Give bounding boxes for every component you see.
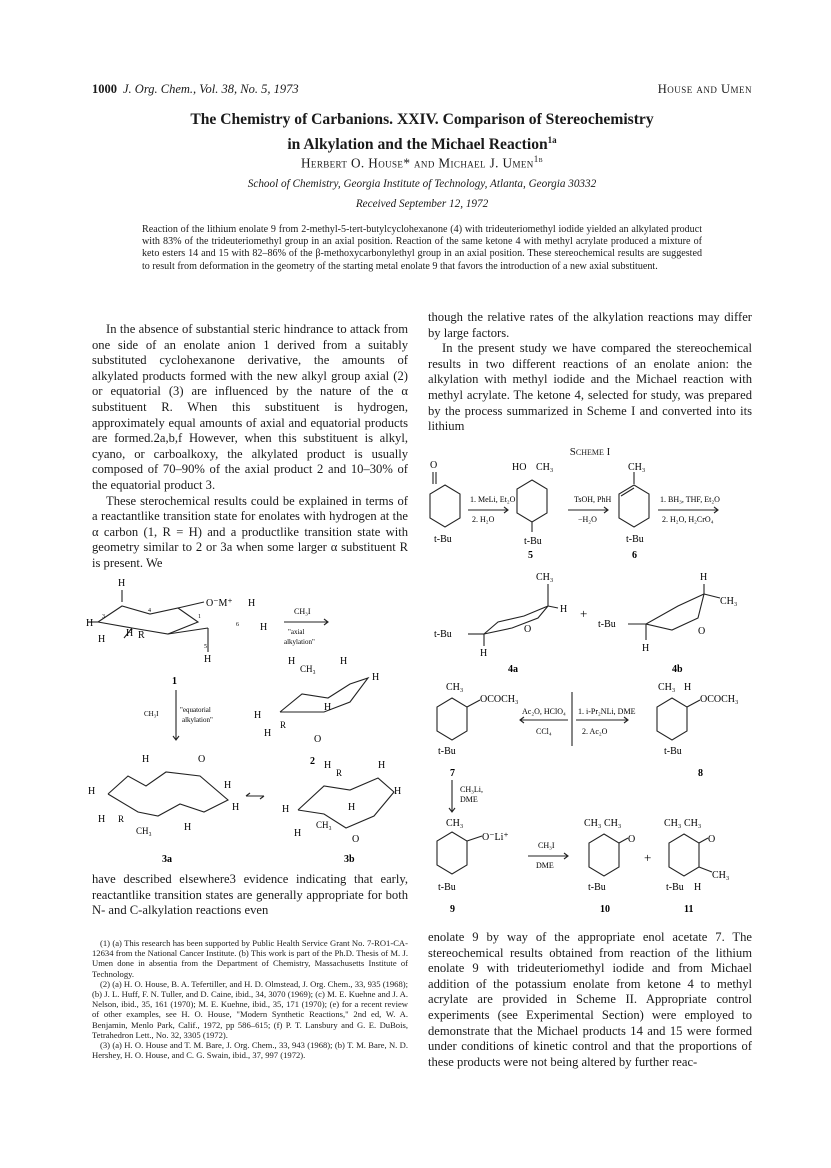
reagent-label: Ac₂O, HClO₄ — [522, 707, 566, 716]
paragraph: enolate 9 by way of the appropriate enol acetate 7. The stereochemical results obtained from reaction of the lithium enolate 9 with trideuteriomethyl iodide and from Michael addition of the potassium enolate from ketone 4 to methyl acrylate are provided in Scheme II. Appropriate control experiments (see Experimental Section) were employed to demonstrate that the Michael products 14 and 15 were formed under conditions of kinetic control and that the proportions of these products were not being altered by further reac- — [428, 930, 752, 1069]
reagent-label: 1. i-Pr₂NLi, DME — [578, 707, 636, 716]
svg-text:CH₃: CH₃ — [720, 596, 738, 607]
running-header — [92, 82, 752, 97]
compound-4b — [598, 572, 737, 675]
compound-4a — [434, 572, 567, 675]
svg-text:O: O — [430, 460, 438, 471]
svg-text:H: H — [348, 802, 356, 813]
svg-text:H: H — [260, 622, 268, 633]
compound-10 — [584, 818, 635, 915]
paragraph: In the present study we have compared the stereochemical results in two different reactions of an enolate anion: the alkylation with methyl iodide and the Michael reaction with methyl acrylate. The ketone 4, selected for study, was prepared by the process summarized in Scheme I and converted into its lithium — [428, 341, 752, 434]
svg-text:t-Bu: t-Bu — [588, 882, 606, 893]
svg-text:t-Bu: t-Bu — [434, 629, 452, 640]
svg-text:t-Bu: t-Bu — [438, 746, 456, 757]
svg-text:6: 6 — [632, 550, 637, 561]
svg-text:H: H — [184, 822, 192, 833]
svg-text:H: H — [294, 828, 302, 839]
svg-text:O: O — [524, 624, 532, 635]
svg-text:CH₃: CH₃ — [628, 462, 646, 473]
svg-text:HO: HO — [512, 462, 527, 473]
svg-text:H: H — [254, 710, 262, 721]
svg-text:H: H — [264, 728, 272, 739]
page-number: 1000 J. Org. Chem., Vol. 38, No. 5, 1973 — [92, 82, 299, 96]
compound-5 — [512, 462, 553, 561]
reagent-label: 2. H₂O, H₂CrO₄ — [662, 515, 714, 524]
reagent-label: CH₃I — [144, 710, 159, 718]
svg-text:t-Bu: t-Bu — [598, 619, 616, 630]
author-footnote-marker: 1b — [533, 154, 543, 164]
reagent-label: DME — [536, 861, 554, 870]
svg-text:3b: 3b — [344, 854, 355, 865]
svg-text:t-Bu: t-Bu — [666, 882, 684, 893]
svg-text:H: H — [86, 618, 94, 629]
svg-text:6: 6 — [236, 622, 239, 628]
scheme-diagram — [428, 458, 752, 920]
svg-text:H: H — [88, 786, 96, 797]
paragraph: In the absence of substantial steric hindrance to attack from one side of an enolate anion 1 derived from a suitably substituted cyclohexanone derivative, the amounts of alkylated products formed with the new alkyl group axial (2) or equatorial (3) are influenced by the nature of the α substituent R. When this substituent is hydrogen, approximately equal amounts of axial and equatorial products are formed.2a,b,f However, when this substituent is alkyl, cyano, or carboalkoxy, the alkylated product is usually composed of 70–90% of the axial product 2 and 10–30% of the equatorial product 3. — [92, 322, 408, 492]
reagent-label: CH₃I — [294, 607, 311, 616]
svg-text:H: H — [98, 814, 106, 825]
svg-text:2: 2 — [310, 756, 315, 767]
svg-text:CH₃: CH₃ — [536, 462, 554, 473]
svg-text:H: H — [694, 882, 702, 893]
plus-sign: + — [644, 850, 652, 865]
article-title — [92, 110, 752, 155]
svg-text:H: H — [642, 643, 650, 654]
ketone-start — [430, 460, 460, 545]
svg-text:1: 1 — [198, 614, 201, 620]
svg-text:H: H — [560, 604, 568, 615]
svg-text:9: 9 — [450, 904, 455, 915]
reagent-label: 1. MeLi, Et₂O — [470, 495, 516, 504]
svg-text:O⁻M⁺: O⁻M⁺ — [206, 598, 233, 609]
svg-text:t-Bu: t-Bu — [664, 746, 682, 757]
svg-text:4a: 4a — [508, 664, 518, 675]
reagent-label: CH₃Li, — [460, 785, 484, 794]
paragraph: have described elsewhere3 evidence indicating that early, reactantlike transition states are generally appropriate for both N- and C-alkylation reactions even — [92, 872, 408, 918]
reagent-label: 2. Ac₂O — [582, 727, 608, 736]
equilibrium-arrows — [246, 793, 264, 799]
right-column-top — [428, 310, 752, 435]
reagent-label: −H₂O — [578, 515, 597, 524]
product-3b — [282, 760, 401, 865]
scheme-label: Scheme I — [569, 446, 611, 458]
svg-text:H: H — [372, 672, 380, 683]
svg-text:OCOCH₃: OCOCH₃ — [480, 694, 519, 705]
svg-text:H: H — [224, 780, 232, 791]
svg-text:H: H — [324, 702, 332, 713]
svg-text:H: H — [684, 682, 692, 693]
compound-8 — [657, 682, 739, 779]
svg-text:8: 8 — [698, 768, 703, 779]
title-line-2: in Alkylation and the Michael Reaction$^{1a}$ — [287, 135, 557, 154]
reagent-label: 2. H₂O — [472, 515, 495, 524]
right-column-bottom — [428, 930, 752, 1070]
svg-text:10: 10 — [600, 904, 610, 915]
svg-text:H: H — [282, 804, 290, 815]
svg-text:H: H — [142, 754, 150, 765]
footnote: (1) (a) This research has been supported by Public Health Service Grant No. 7-RO1-CA-12634 from the National Cancer Institute. (b) This work is part of the Ph.D. Thesis of M. J. Umen done in absentia from the Department of Chemistry, Massachusetts Institute of Technology. — [92, 938, 408, 979]
svg-text:4: 4 — [148, 608, 151, 614]
reagent-label: "axial — [288, 628, 305, 636]
svg-text:O: O — [708, 834, 716, 845]
reagent-label: DME — [460, 795, 478, 804]
svg-text:H: H — [126, 628, 134, 639]
svg-text:H: H — [248, 598, 256, 609]
svg-text:H: H — [232, 802, 240, 813]
svg-text:O: O — [628, 834, 636, 845]
title-footnote-marker: 1a — [547, 135, 557, 145]
product-3a — [88, 754, 239, 865]
svg-text:7: 7 — [450, 768, 455, 779]
svg-text:11: 11 — [684, 904, 694, 915]
svg-text:t-Bu: t-Bu — [434, 534, 452, 545]
reagent-label: CH₃I — [538, 841, 555, 850]
svg-text:H: H — [204, 654, 212, 665]
svg-text:H: H — [394, 786, 402, 797]
svg-text:CH₃: CH₃ — [446, 818, 464, 829]
paragraph: though the relative rates of the alkylation reactions may differ by large factors. — [428, 310, 752, 340]
svg-text:CH₃: CH₃ — [316, 820, 332, 830]
left-column-bottom — [92, 872, 408, 919]
svg-text:R: R — [280, 720, 287, 730]
svg-text:t-Bu: t-Bu — [524, 536, 542, 547]
left-column-top — [92, 322, 408, 572]
plus-sign: + — [580, 606, 588, 621]
paragraph: These sterochemical results could be explained in terms of a reactantlike transition state for enolates with hydrogen at the α carbon (1, R = H) and a productlike transition state with geometry similar to 2 or 3a when some larger α substituent R is present. We — [92, 493, 408, 570]
svg-text:O: O — [352, 834, 360, 845]
svg-text:CH₃: CH₃ — [584, 818, 602, 829]
svg-text:O⁻Li⁺: O⁻Li⁺ — [482, 832, 509, 843]
svg-text:O: O — [198, 754, 206, 765]
compound-7 — [437, 682, 519, 779]
svg-text:3: 3 — [102, 614, 105, 620]
title-line-1: The Chemistry of Carbanions. XXIV. Comparison of Stereochemistry — [190, 111, 654, 128]
svg-text:1: 1 — [172, 676, 177, 687]
svg-text:H: H — [324, 760, 332, 771]
svg-text:O: O — [314, 734, 322, 745]
svg-text:CH₃: CH₃ — [300, 664, 316, 674]
svg-text:CH₃: CH₃ — [136, 826, 152, 836]
svg-text:H: H — [118, 578, 126, 589]
svg-text:4b: 4b — [672, 664, 683, 675]
received-date: Received September 12, 1972 — [355, 198, 489, 210]
compound-9 — [437, 818, 509, 915]
svg-text:CH₃: CH₃ — [604, 818, 622, 829]
affiliation: School of Chemistry, Georgia Institute of Technology, Atlanta, Georgia 30332 — [247, 178, 597, 190]
svg-text:CH₃: CH₃ — [536, 572, 554, 583]
footnote: (3) (a) H. O. House and T. M. Bare, J. Org. Chem., 33, 943 (1968); (b) T. M. Bare, N. D. Hershey, H. O. House, and C. G. Swain, ibid., 37, 997 (1972). — [92, 1040, 408, 1061]
footnotes — [92, 938, 408, 1060]
alkylation-figure — [88, 572, 408, 864]
reagent-label: 1. BH₃, THF, Et₂O — [660, 495, 720, 504]
svg-text:R: R — [138, 630, 145, 641]
svg-text:H: H — [340, 656, 348, 667]
svg-text:H: H — [378, 760, 386, 771]
compound-6 — [619, 462, 649, 561]
svg-text:CH₃: CH₃ — [712, 870, 730, 881]
svg-text:R: R — [336, 768, 343, 778]
svg-text:3a: 3a — [162, 854, 172, 865]
svg-text:5: 5 — [528, 550, 533, 561]
svg-text:CH₃: CH₃ — [684, 818, 702, 829]
svg-text:R: R — [118, 814, 125, 824]
svg-text:CH₃: CH₃ — [664, 818, 682, 829]
svg-text:CH₃: CH₃ — [658, 682, 676, 693]
reagent-label: alkylation" — [182, 716, 213, 724]
running-head-authors: House and Umen — [657, 82, 752, 96]
reagent-label: TsOH, PhH — [574, 495, 612, 504]
svg-text:OCOCH₃: OCOCH₃ — [700, 694, 739, 705]
svg-text:H: H — [700, 572, 708, 583]
compound-11 — [664, 818, 729, 915]
authors: Herbert O. House* and Michael J. Umen$^{1b}$ — [301, 154, 543, 171]
reagent-label: "equatorial — [180, 706, 211, 714]
enolate-1 — [86, 578, 267, 687]
reagent-label: CCl₄ — [536, 727, 552, 736]
abstract: Reaction of the lithium enolate 9 from 2-methyl-5-tert-butylcyclohexanone (4) with trideuteriomethyl iodide yielded an alkylated product with 83% of the trideuteriomethyl group in an axial position. Reaction of the same ketone 4 with methyl acrylate produced a mixture of keto esters 14 and 15 with 82–86% of the β-methoxycarbonylethyl group in an axial position. These stereochemical results are suggested to result from deformation in the geometry of the starting metal enolate 9 that favors the introduction of a new axial substituent. — [142, 224, 702, 272]
footnote: (2) (a) H. O. House, B. A. Tefertiller, and H. D. Olmstead, J. Org. Chem., 33, 935 (1968); (b) J. L. Huff, F. N. Tuller, and D. Caine, ibid., 34, 3070 (1969); (c) M. E. Kuehne and J. A. Nelson, ibid., 35, 161 (1970); M. E. Kuehne, ibid., 35, 171 (1970); (e) for a recent review of other examples, see H. O. House, "Modern Synthetic Reactions," 2nd ed, W. A. Benjamin, Menlo Park, Calif., 1972, pp 586–615; (f) P. T. Lansbury and G. E. DuBois, Tetrahedron Lett., No. 32, 3305 (1972). — [92, 978, 408, 1040]
svg-text:H: H — [98, 634, 106, 645]
svg-text:t-Bu: t-Bu — [626, 534, 644, 545]
svg-text:CH₃: CH₃ — [446, 682, 464, 693]
svg-text:5: 5 — [204, 644, 207, 650]
svg-text:O: O — [698, 626, 706, 637]
svg-text:H: H — [288, 656, 296, 667]
product-2 — [254, 656, 379, 767]
svg-text:H: H — [480, 648, 488, 659]
reagent-label: alkylation" — [284, 638, 315, 646]
svg-text:t-Bu: t-Bu — [438, 882, 456, 893]
